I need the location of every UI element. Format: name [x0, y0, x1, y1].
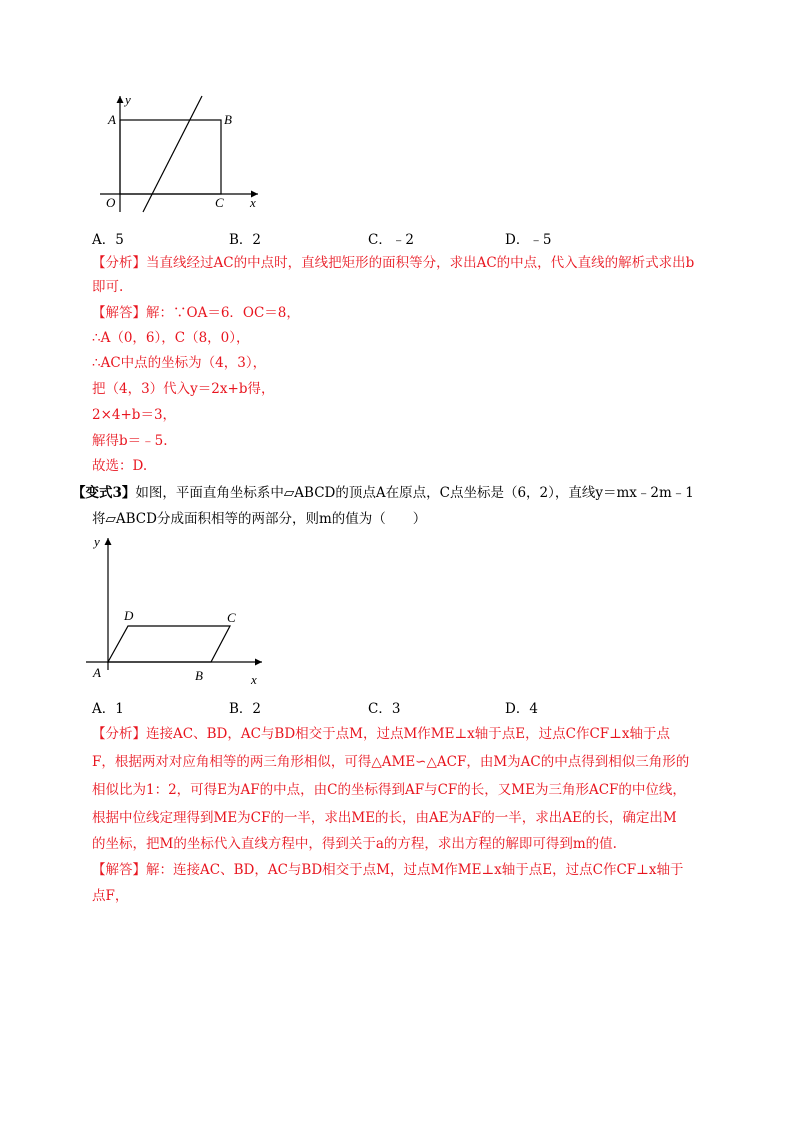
- options-variant3: [92, 697, 732, 717]
- label-a: A: [108, 112, 116, 127]
- label-b: B: [224, 112, 232, 127]
- label-y: y: [125, 92, 131, 107]
- solution-line-4: 把（4，3）代入y＝2x+b得，: [92, 381, 275, 397]
- variant3-stem-2: 将▱ABCD分成面积相等的两部分，则m的值为（ ）: [92, 511, 427, 527]
- option-b[interactable]: B．2: [229, 232, 262, 248]
- label-c: C: [227, 610, 236, 625]
- option-a[interactable]: A．5: [92, 232, 124, 248]
- variant3-analysis-line-4: 根据中位线定理得到ME为CF的一半，求出ME的长，由AE为AF的一半，求出AE的长，确定出M: [92, 810, 677, 826]
- variant3-stem-1: [72, 483, 694, 503]
- variant3-solution-line-1: 【解答】解：连接AC、BD，AC与BD相交于点M，过点M作ME⊥x轴于点E，过点C作CF⊥x轴于: [92, 862, 684, 878]
- label-x: x: [250, 195, 256, 210]
- solution-line-1: 【解答】解：∵OA＝6．OC＝8，: [92, 305, 300, 321]
- label-c: C: [215, 195, 224, 210]
- option-d[interactable]: D．4: [505, 701, 538, 717]
- variant3-stem-text-1: 如图，平面直角坐标系中▱ABCD的顶点A在原点，C点坐标是（6，2），直线y＝mx﹣2m﹣1: [135, 485, 694, 501]
- solution-line-5: 2×4+b＝3，: [92, 407, 177, 423]
- options-prev: [92, 228, 732, 248]
- variant3-solution-line-2: 点F，: [92, 888, 129, 904]
- variant3-analysis-line-1: 【分析】连接AC、BD，AC与BD相交于点M，过点M作ME⊥x轴于点E，过点C作CF⊥x轴于点: [92, 726, 670, 742]
- parallelogram-abcd: [108, 626, 230, 662]
- variant3-tag: 【变式3】: [72, 485, 136, 501]
- figure-parallelogram-graph: [86, 530, 276, 690]
- figure-rectangle-graph: [100, 92, 270, 214]
- option-a[interactable]: A．1: [92, 701, 124, 717]
- option-c[interactable]: C．﹣2: [368, 232, 414, 248]
- label-a: A: [93, 665, 101, 680]
- analysis-line-2: 即可.: [92, 279, 124, 295]
- solution-line-6: 解得b＝﹣5.: [92, 433, 168, 449]
- solution-line-3: ∴AC中点的坐标为（4，3），: [92, 355, 267, 371]
- analysis-line-1: 【分析】当直线经过AC的中点时，直线把矩形的面积等分，求出AC的中点，代入直线的解析式求出b: [92, 255, 695, 271]
- label-x: x: [251, 672, 257, 687]
- option-c[interactable]: C．3: [368, 701, 401, 717]
- variant3-analysis-line-5: 的坐标，把M的坐标代入直线方程中，得到关于a的方程，求出方程的解即可得到m的值.: [92, 836, 617, 852]
- variant3-analysis-line-3: 相似比为1：2，可得E为AF的中点，由C的坐标得到AF与CF的长，又ME为三角形ACF的中位线，: [92, 782, 686, 798]
- solution-line-7: 故选：D.: [92, 458, 148, 474]
- line-y-2x-b: [143, 96, 202, 212]
- label-d: D: [124, 608, 134, 623]
- option-b[interactable]: B．2: [229, 701, 262, 717]
- label-y: y: [94, 534, 100, 549]
- figure-rectangle-svg: [100, 92, 270, 214]
- variant3-analysis-line-2: F，根据两对对应角相等的两三角形相似，可得△AME∽△ACF，由M为AC的中点得到相似三角形的: [92, 754, 690, 770]
- solution-line-2: ∴A（0，6），C（8，0），: [92, 330, 250, 346]
- label-b: B: [195, 668, 203, 683]
- figure-parallelogram-svg: [86, 530, 276, 690]
- option-d[interactable]: D．﹣5: [505, 232, 552, 248]
- label-o: O: [106, 195, 116, 210]
